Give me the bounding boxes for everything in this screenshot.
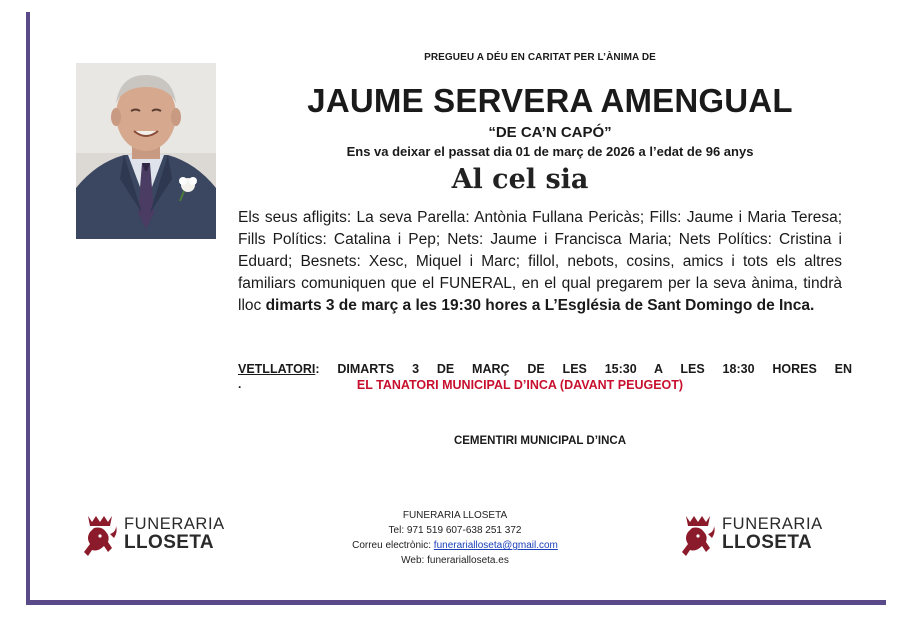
frame-left-border: [26, 12, 30, 604]
logo-line2: LLOSETA: [722, 532, 813, 553]
vigil-location: EL TANATORI MUNICIPAL D’INCA (DAVANT PEUGEOT): [356, 378, 684, 392]
logo-line1: FUNERARIA: [124, 515, 225, 533]
deceased-nickname: “DE CA’N CAPÓ”: [488, 124, 612, 141]
lion-crest-icon: [80, 512, 120, 558]
lion-crest-icon: [678, 512, 718, 558]
deceased-name: JAUME SERVERA AMENGUAL: [307, 82, 793, 119]
logo-right: [678, 512, 838, 562]
rip-heading: Al cel sia: [451, 164, 589, 195]
frame-bottom-border: [26, 600, 886, 605]
death-announcement: Ens va deixar el passat dia 01 de març de 2026 a l’edat de 96 anys: [346, 144, 754, 159]
deceased-portrait: [76, 63, 216, 239]
vigil-label: VETLLATORI: [238, 362, 316, 376]
contact-email-link[interactable]: funerarialloseta@gmail.com: [433, 540, 558, 551]
vigil-dot: .: [238, 377, 242, 391]
logo-line2: LLOSETA: [124, 532, 215, 553]
contact-company: FUNERARIA LLOSETA: [402, 510, 508, 521]
logo-left: [80, 512, 240, 562]
contact-email-label: Correu electrònic:: [352, 540, 434, 551]
vigil-schedule: : DIMARTS 3 DE MARÇ DE LES 15:30 A LES 18:30 HORES EN: [315, 362, 852, 376]
contact-email-row: [330, 538, 580, 553]
prayer-line: PREGUEU A DÉU EN CARITAT PER L’ÀNIMA DE: [424, 52, 656, 63]
cemetery-line: CEMENTIRI MUNICIPAL D’INCA: [453, 435, 627, 447]
contact-block: [330, 508, 580, 568]
mourners-text: Els seus afligits: La seva Parella: Antònia Fullana Pericàs; Fills: Jaume i Maria Teresa; Fills Polítics: Catalina i Pep; Nets: Jaume i Francisca Maria; Nets Polítics: Cristina i Eduard; Besnets: Xesc, Miquel i Marc; fillol, nebots, cosins, amics i tots els altres familiars comuniquen que el FUNERAL, en el qual pregarem per la seva ànima, tindrà lloc: [238, 209, 842, 314]
obituary-body: [238, 207, 842, 317]
contact-web: Web: funerarialloseta.es: [401, 555, 509, 566]
contact-phone: Tel: 971 519 607-638 251 372: [388, 525, 522, 536]
logo-line1: FUNERARIA: [722, 515, 823, 533]
funeral-details: dimarts 3 de març a les 19:30 hores a L’Església de Sant Domingo de Inca.: [265, 297, 815, 314]
vigil-line: [238, 362, 852, 376]
